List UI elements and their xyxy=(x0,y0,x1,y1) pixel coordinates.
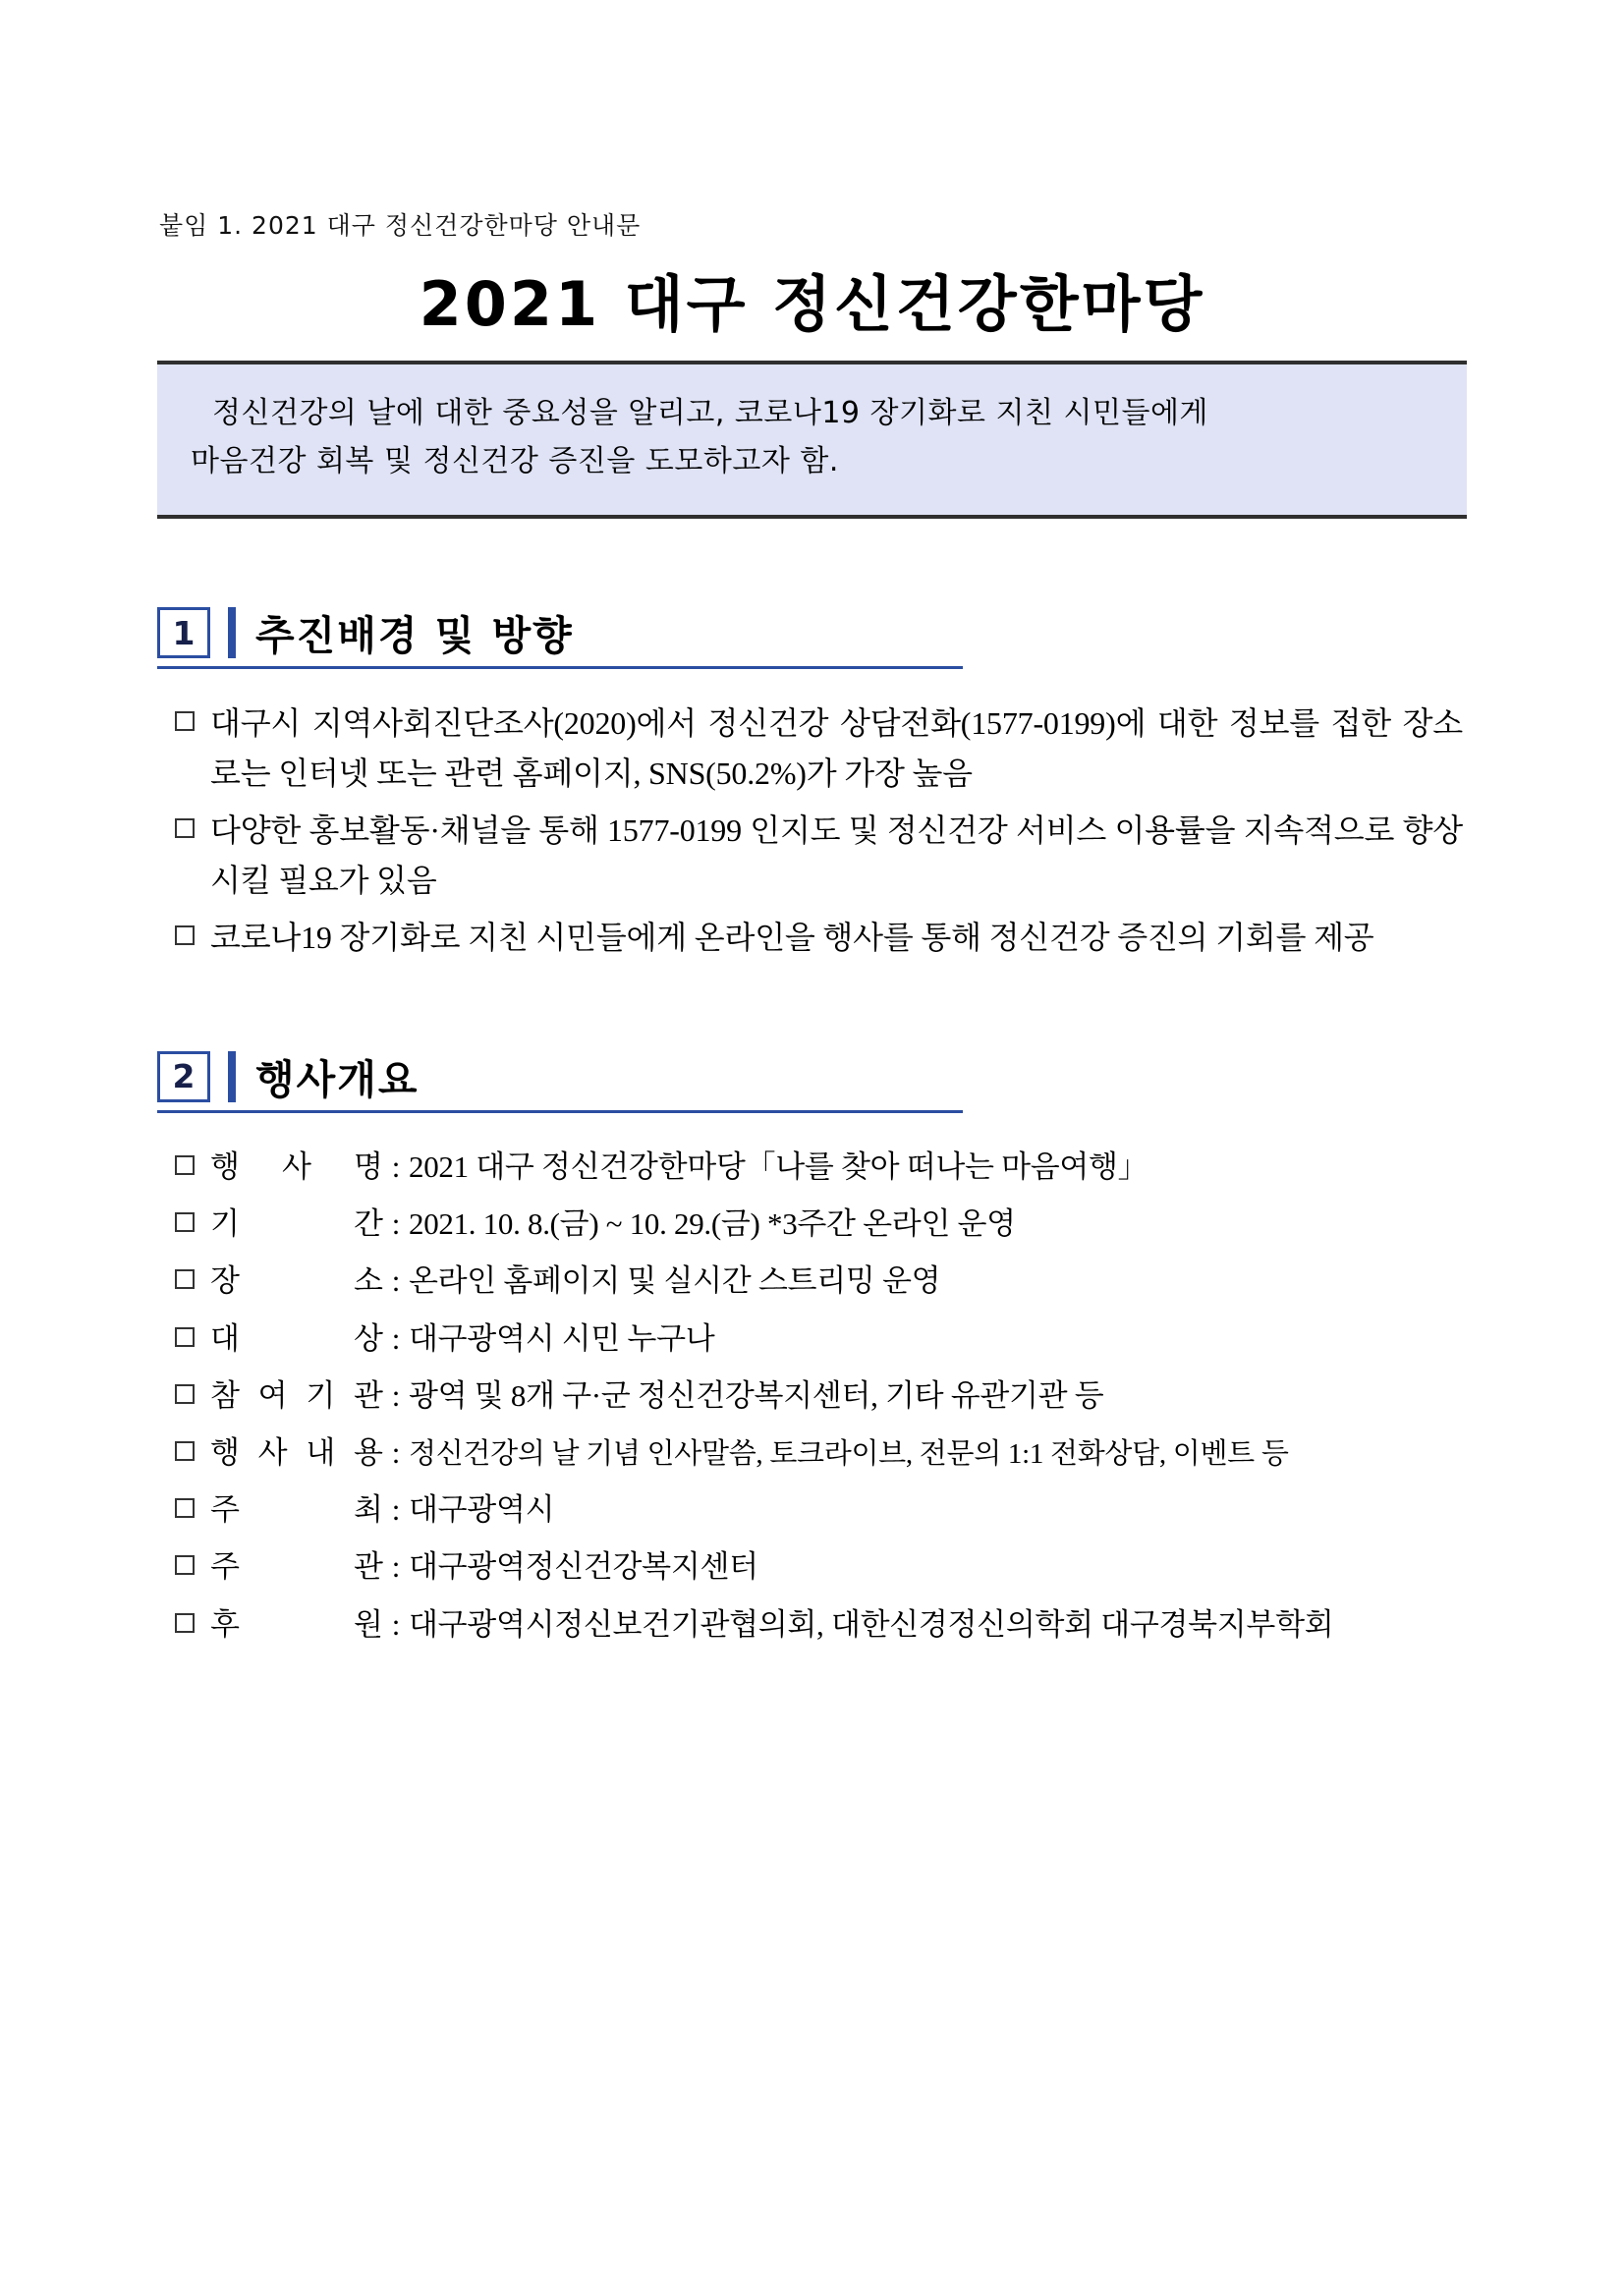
overview-label: 행 사 내 용 xyxy=(210,1435,383,1471)
overview-value: 광역 및 8개 구·군 정신건강복지센터, 기타 유관기관 등 xyxy=(409,1377,1104,1413)
section-underline xyxy=(157,666,963,669)
overview-value: 정신건강의 날 기념 인사말씀, 토크라이브, 전문의 1:1 전화상담, 이벤트 등 xyxy=(409,1438,1289,1471)
list-item xyxy=(157,913,1467,963)
overview-colon: : xyxy=(391,1263,401,1299)
overview-value: 대구광역시 시민 누구나 xyxy=(409,1320,715,1356)
overview-value: 대구광역시 xyxy=(409,1492,555,1528)
section-title: 행사개요 xyxy=(255,1055,420,1103)
checkbox-icon xyxy=(175,818,195,838)
overview-label: 대 상 xyxy=(210,1320,383,1356)
list-item xyxy=(157,1200,1467,1249)
checkbox-icon xyxy=(175,711,195,731)
checkbox-icon xyxy=(175,1269,195,1289)
list-item xyxy=(157,1143,1467,1192)
checkbox-icon xyxy=(175,925,195,945)
purpose-line-1: 정신건강의 날에 대한 중요성을 알리고, 코로나19 장기화로 지친 시민들에게 xyxy=(212,396,1208,430)
overview-label: 기 간 xyxy=(210,1206,383,1242)
list-item-text: 다양한 홍보활동·채널을 통해 1577-0199 인지도 및 정신건강 서비스 이용률을 지속적으로 향상 시킬 필요가 있음 xyxy=(210,812,1463,898)
overview-label: 참 여 기 관 xyxy=(210,1377,383,1413)
overview-colon: : xyxy=(391,1435,401,1471)
overview-label: 주 관 xyxy=(210,1549,383,1585)
overview-colon: : xyxy=(391,1377,401,1413)
checkbox-icon xyxy=(175,1327,195,1347)
overview-colon: : xyxy=(391,1206,401,1242)
purpose-box xyxy=(157,361,1467,519)
checkbox-icon xyxy=(175,1498,195,1518)
list-item-text: 대구시 지역사회진단조사(2020)에서 정신건강 상담전화(1577-0199)에 대한 정보를 접한 장소로는 인터넷 또는 관련 홈페이지, SNS(50.2%)가 가장 높음 xyxy=(210,705,1463,791)
overview-value: 온라인 홈페이지 및 실시간 스트리밍 운영 xyxy=(409,1263,941,1299)
checkbox-icon xyxy=(175,1441,195,1461)
list-item xyxy=(157,806,1467,905)
section-underline xyxy=(157,1110,963,1113)
overview-label: 주 최 xyxy=(210,1492,383,1528)
checkbox-icon xyxy=(175,1212,195,1232)
list-item xyxy=(157,1600,1467,1650)
overview-list xyxy=(157,1143,1467,1650)
section-accent-bar xyxy=(228,1051,236,1102)
list-item xyxy=(157,1428,1467,1478)
section-number: 2 xyxy=(157,1051,210,1102)
list-item xyxy=(157,1485,1467,1535)
overview-value: 2021. 10. 8.(금) ~ 10. 29.(금) *3주간 온라인 운영 xyxy=(409,1206,1016,1242)
section-header xyxy=(157,595,1467,658)
section-background xyxy=(157,595,1467,963)
checkbox-icon xyxy=(175,1613,195,1633)
section-title: 추진배경 및 방향 xyxy=(255,612,574,660)
overview-label: 후 원 xyxy=(210,1606,383,1642)
list-item xyxy=(157,699,1467,798)
overview-value: 2021 대구 정신건강한마당「나를 찾아 떠나는 마음여행」 xyxy=(409,1148,1148,1184)
background-list xyxy=(157,699,1467,963)
purpose-line-2: 마음건강 회복 및 정신건강 증진을 도모하고자 함. xyxy=(191,443,839,478)
section-number: 1 xyxy=(157,607,210,658)
overview-colon: : xyxy=(391,1606,401,1642)
overview-colon: : xyxy=(391,1320,401,1356)
overview-label: 행 사 명 xyxy=(210,1148,383,1184)
list-item xyxy=(157,1372,1467,1421)
overview-colon: : xyxy=(391,1148,401,1184)
section-header xyxy=(157,1039,1467,1102)
section-overview xyxy=(157,1039,1467,1650)
page-title: 2021 대구 정신건강한마당 xyxy=(419,268,1205,340)
list-item xyxy=(157,1542,1467,1592)
attachment-caption: 붙임 1. 2021 대구 정신건강한마당 안내문 xyxy=(159,211,642,240)
list-item xyxy=(157,1257,1467,1306)
list-item-text: 코로나19 장기화로 지친 시민들에게 온라인을 행사를 통해 정신건강 증진의 기회를 제공 xyxy=(210,920,1374,956)
section-accent-bar xyxy=(228,607,236,658)
checkbox-icon xyxy=(175,1155,195,1175)
overview-colon: : xyxy=(391,1492,401,1528)
checkbox-icon xyxy=(175,1384,195,1404)
overview-value: 대구광역시정신보건기관협의회, 대한신경정신의학회 대구경북지부학회 xyxy=(409,1606,1334,1642)
overview-colon: : xyxy=(391,1549,401,1585)
checkbox-icon xyxy=(175,1555,195,1575)
overview-label: 장 소 xyxy=(210,1263,383,1299)
overview-value: 대구광역정신건강복지센터 xyxy=(409,1549,758,1585)
list-item xyxy=(157,1315,1467,1364)
